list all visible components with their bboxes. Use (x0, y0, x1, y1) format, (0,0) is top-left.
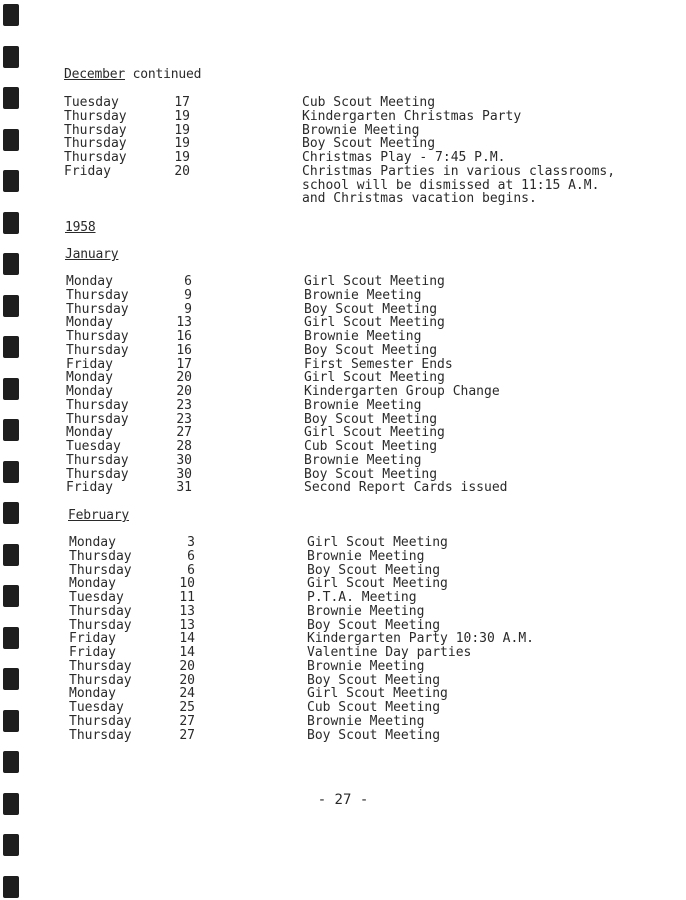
date-number: 3 (187, 535, 195, 550)
weekday: Monday (69, 535, 116, 550)
event-text: Boy Scout Meeting (304, 411, 438, 427)
date-number: 17 (174, 95, 190, 110)
continued-note: continued (132, 67, 202, 82)
year-heading: 1958 (65, 220, 96, 235)
weekday: Thursday (66, 342, 129, 358)
binding-hole (3, 710, 19, 732)
event-text: Boy Scout Meeting (304, 342, 438, 358)
date-number: 9 (184, 287, 192, 303)
date-number: 20 (176, 384, 192, 399)
binding-hole (3, 129, 19, 151)
event-text: Girl Scout Meeting (304, 425, 445, 441)
date-number: 14 (179, 631, 195, 647)
date-number: 16 (176, 329, 192, 344)
date-number: 9 (184, 301, 192, 317)
date-number: 16 (176, 342, 192, 358)
month-heading-december (64, 68, 201, 82)
event-text: Kindergarten Christmas Party (302, 108, 522, 124)
date-number: 24 (179, 686, 195, 702)
event-text: Boy Scout Meeting (307, 617, 441, 633)
date-number: 20 (179, 658, 195, 674)
date-number: 23 (176, 411, 192, 427)
weekday: Thursday (64, 122, 127, 138)
weekday: Thursday (69, 727, 132, 743)
event-text: Brownie Meeting (304, 329, 422, 344)
date-number: 20 (179, 672, 195, 688)
event-text: Girl Scout Meeting (304, 274, 445, 289)
event-text: Brownie Meeting (302, 122, 420, 138)
date-number: 25 (179, 700, 195, 715)
binding-hole (3, 295, 19, 317)
event-text: Second Report Cards issued (304, 480, 508, 496)
event-text: Brownie Meeting (304, 452, 422, 468)
binding-hole (3, 419, 19, 441)
weekday: Monday (66, 370, 113, 386)
weekday: Thursday (66, 397, 129, 413)
event-text: school will be dismissed at 11:15 A.M. (302, 177, 600, 193)
event-text: Boy Scout Meeting (304, 466, 438, 482)
event-text: Boy Scout Meeting (307, 562, 441, 578)
event-text: Brownie Meeting (307, 603, 425, 619)
weekday: Thursday (66, 287, 129, 303)
weekday: Thursday (66, 466, 129, 482)
weekday: Monday (69, 686, 116, 702)
event-text: Girl Scout Meeting (307, 576, 448, 592)
date-number: 13 (179, 603, 195, 619)
date-number: 23 (176, 397, 192, 413)
weekday: Thursday (69, 672, 132, 688)
binding-hole (3, 627, 19, 649)
date-number: 14 (179, 645, 195, 660)
weekday: Tuesday (69, 700, 124, 715)
date-number: 30 (176, 466, 192, 482)
binding-hole (3, 170, 19, 192)
event-text: Kindergarten Party 10:30 A.M. (307, 631, 534, 647)
weekday: Thursday (66, 329, 129, 344)
date-number: 20 (174, 163, 190, 179)
weekday: Thursday (69, 713, 132, 729)
date-number: 28 (176, 439, 192, 454)
weekday: Friday (66, 480, 113, 496)
month-heading-january: January (65, 247, 119, 262)
binding-hole (3, 336, 19, 358)
weekday: Monday (66, 274, 113, 289)
weekday: Thursday (69, 658, 132, 674)
date-number: 27 (176, 425, 192, 441)
event-text: Brownie Meeting (304, 287, 422, 303)
event-text: Kindergarten Group Change (304, 384, 500, 399)
weekday: Tuesday (64, 95, 119, 110)
spiral-binding (0, 0, 22, 900)
weekday: Thursday (66, 452, 129, 468)
weekday: Monday (66, 315, 113, 331)
date-number: 6 (187, 562, 195, 578)
binding-hole (3, 212, 19, 234)
event-text: Brownie Meeting (307, 658, 425, 674)
binding-hole (3, 751, 19, 773)
date-number: 6 (187, 548, 195, 564)
date-number: 11 (179, 590, 195, 605)
binding-hole (3, 585, 19, 607)
date-number: 20 (176, 370, 192, 386)
weekday: Friday (64, 163, 111, 179)
event-text: Girl Scout Meeting (304, 315, 445, 331)
date-number: 27 (179, 727, 195, 743)
event-text: Brownie Meeting (304, 397, 422, 413)
binding-hole (3, 876, 19, 898)
event-text: Christmas Parties in various classrooms, (302, 163, 616, 179)
binding-hole (3, 46, 19, 68)
date-number: 19 (174, 122, 190, 138)
binding-hole (3, 834, 19, 856)
weekday: Tuesday (66, 439, 121, 454)
weekday: Monday (66, 384, 113, 399)
binding-hole (3, 87, 19, 109)
weekday: Thursday (69, 617, 132, 633)
weekday: Thursday (69, 603, 132, 619)
date-number: 6 (184, 274, 192, 289)
date-number: 31 (176, 480, 192, 496)
weekday: Thursday (69, 548, 132, 564)
binding-hole (3, 4, 19, 26)
event-text: Boy Scout Meeting (304, 301, 438, 317)
event-text: Christmas Play - 7:45 P.M. (302, 150, 506, 165)
binding-hole (3, 668, 19, 690)
weekday: Friday (69, 645, 116, 660)
date-number: 19 (174, 136, 190, 152)
date-number: 13 (179, 617, 195, 633)
event-text: Valentine Day parties (307, 645, 472, 660)
event-text: Brownie Meeting (307, 713, 425, 729)
event-text: Girl Scout Meeting (307, 686, 448, 702)
weekday: Thursday (66, 301, 129, 317)
event-text: Cub Scout Meeting (307, 700, 441, 715)
weekday: Friday (69, 631, 116, 647)
binding-hole (3, 502, 19, 524)
binding-hole (3, 544, 19, 566)
weekday: Thursday (69, 562, 132, 578)
weekday: Thursday (64, 150, 127, 165)
event-text: P.T.A. Meeting (307, 590, 417, 605)
event-text: Cub Scout Meeting (302, 95, 436, 110)
weekday: Friday (66, 356, 113, 372)
weekday: Thursday (64, 136, 127, 152)
event-text: Boy Scout Meeting (302, 136, 436, 152)
date-number: 30 (176, 452, 192, 468)
month-name: December (64, 67, 126, 82)
weekday: Tuesday (69, 590, 124, 605)
date-number: 13 (176, 315, 192, 331)
event-text: First Semester Ends (304, 356, 453, 372)
weekday: Monday (66, 425, 113, 441)
event-text: Cub Scout Meeting (304, 439, 438, 454)
event-text: Brownie Meeting (307, 548, 425, 564)
month-heading-february: February (68, 508, 130, 523)
date-number: 17 (176, 356, 192, 372)
event-text: Boy Scout Meeting (307, 672, 441, 688)
weekday: Thursday (66, 411, 129, 427)
date-number: 19 (174, 108, 190, 124)
event-text: Boy Scout Meeting (307, 727, 441, 743)
date-number: 27 (179, 713, 195, 729)
event-text: Girl Scout Meeting (304, 370, 445, 386)
binding-hole (3, 461, 19, 483)
page-number: - 27 - (317, 792, 369, 808)
date-number: 10 (179, 576, 195, 592)
weekday: Thursday (64, 108, 127, 124)
weekday: Monday (69, 576, 116, 592)
binding-hole (3, 253, 19, 275)
event-text: and Christmas vacation begins. (302, 191, 537, 207)
event-text: Girl Scout Meeting (307, 535, 448, 550)
binding-hole (3, 378, 19, 400)
date-number: 19 (174, 150, 190, 165)
